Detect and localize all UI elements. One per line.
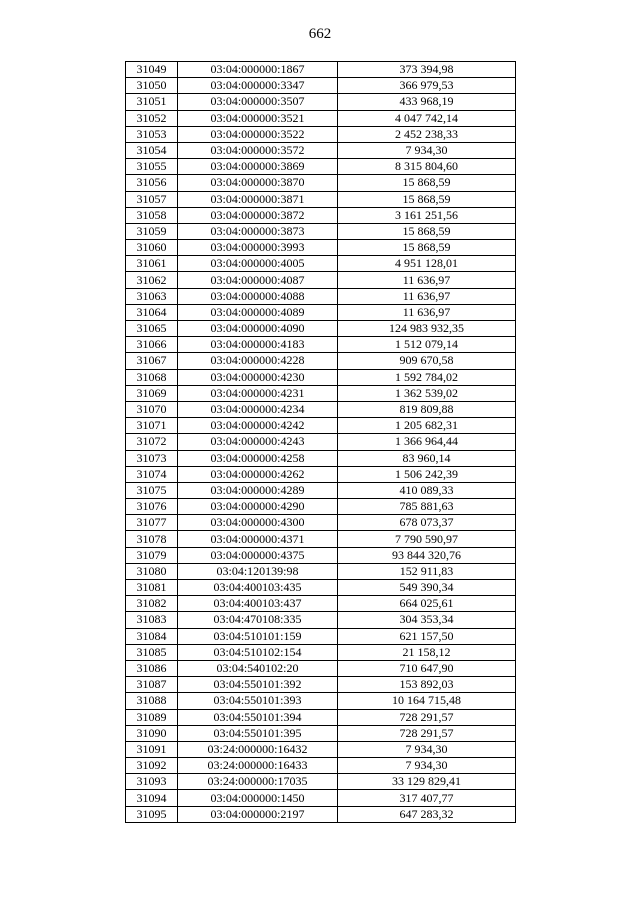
row-number-cell: 31086 xyxy=(126,660,178,676)
cadastral-value-cell: 1 362 539,02 xyxy=(338,385,516,401)
cadastral-number-cell: 03:04:000000:4088 xyxy=(178,288,338,304)
row-number-cell: 31080 xyxy=(126,563,178,579)
cadastral-number-cell: 03:04:000000:3872 xyxy=(178,207,338,223)
cadastral-number-cell: 03:04:000000:3870 xyxy=(178,175,338,191)
cadastral-number-cell: 03:04:470108:335 xyxy=(178,612,338,628)
cadastral-number-cell: 03:04:510101:159 xyxy=(178,628,338,644)
table-row xyxy=(126,240,516,256)
cadastral-value-cell: 11 636,97 xyxy=(338,304,516,320)
row-number-cell: 31091 xyxy=(126,741,178,757)
cadastral-number-cell: 03:04:510102:154 xyxy=(178,644,338,660)
cadastral-value-cell: 1 512 079,14 xyxy=(338,337,516,353)
cadastral-number-cell: 03:24:000000:17035 xyxy=(178,774,338,790)
table-row xyxy=(126,401,516,417)
table-row xyxy=(126,304,516,320)
row-number-cell: 31085 xyxy=(126,644,178,660)
row-number-cell: 31081 xyxy=(126,580,178,596)
cadastral-number-cell: 03:04:000000:4290 xyxy=(178,499,338,515)
cadastral-number-cell: 03:04:000000:4371 xyxy=(178,531,338,547)
row-number-cell: 31079 xyxy=(126,547,178,563)
table-row xyxy=(126,628,516,644)
cadastral-number-cell: 03:04:000000:1450 xyxy=(178,790,338,806)
cadastral-value-cell: 1 366 964,44 xyxy=(338,434,516,450)
cadastral-number-cell: 03:04:000000:4183 xyxy=(178,337,338,353)
cadastral-number-cell: 03:04:550101:395 xyxy=(178,725,338,741)
cadastral-number-cell: 03:04:000000:4230 xyxy=(178,369,338,385)
cadastral-value-cell: 7 934,30 xyxy=(338,741,516,757)
table-row xyxy=(126,142,516,158)
row-number-cell: 31073 xyxy=(126,450,178,466)
cadastral-value-cell: 11 636,97 xyxy=(338,272,516,288)
row-number-cell: 31071 xyxy=(126,418,178,434)
cadastral-value-cell: 1 592 784,02 xyxy=(338,369,516,385)
table-row xyxy=(126,677,516,693)
table-row xyxy=(126,790,516,806)
cadastral-value-cell: 7 790 590,97 xyxy=(338,531,516,547)
table-row xyxy=(126,78,516,94)
cadastral-number-cell: 03:04:540102:20 xyxy=(178,660,338,676)
row-number-cell: 31077 xyxy=(126,515,178,531)
table-row xyxy=(126,207,516,223)
cadastral-value-cell: 15 868,59 xyxy=(338,240,516,256)
table-row xyxy=(126,62,516,78)
cadastral-number-cell: 03:04:000000:3993 xyxy=(178,240,338,256)
table-row xyxy=(126,369,516,385)
table-row xyxy=(126,385,516,401)
row-number-cell: 31054 xyxy=(126,142,178,158)
table-row xyxy=(126,515,516,531)
cadastral-value-cell: 664 025,61 xyxy=(338,596,516,612)
table-row xyxy=(126,110,516,126)
cadastral-value-cell: 819 809,88 xyxy=(338,401,516,417)
cadastral-number-cell: 03:04:000000:3572 xyxy=(178,142,338,158)
row-number-cell: 31078 xyxy=(126,531,178,547)
table-row xyxy=(126,499,516,515)
cadastral-value-cell: 678 073,37 xyxy=(338,515,516,531)
cadastral-value-cell: 373 394,98 xyxy=(338,62,516,78)
cadastral-number-cell: 03:04:120139:98 xyxy=(178,563,338,579)
cadastral-number-cell: 03:04:000000:3871 xyxy=(178,191,338,207)
cadastral-value-cell: 21 158,12 xyxy=(338,644,516,660)
cadastral-value-cell: 433 968,19 xyxy=(338,94,516,110)
cadastral-value-cell: 8 315 804,60 xyxy=(338,159,516,175)
cadastral-value-table xyxy=(125,61,516,823)
row-number-cell: 31061 xyxy=(126,256,178,272)
row-number-cell: 31056 xyxy=(126,175,178,191)
cadastral-number-cell: 03:04:000000:4087 xyxy=(178,272,338,288)
table-row xyxy=(126,580,516,596)
row-number-cell: 31051 xyxy=(126,94,178,110)
cadastral-value-cell: 11 636,97 xyxy=(338,288,516,304)
table-row xyxy=(126,644,516,660)
cadastral-number-cell: 03:04:000000:3521 xyxy=(178,110,338,126)
row-number-cell: 31068 xyxy=(126,369,178,385)
cadastral-value-cell: 83 960,14 xyxy=(338,450,516,466)
cadastral-number-cell: 03:04:000000:4300 xyxy=(178,515,338,531)
table-row xyxy=(126,337,516,353)
row-number-cell: 31087 xyxy=(126,677,178,693)
table-row xyxy=(126,272,516,288)
cadastral-value-cell: 909 670,58 xyxy=(338,353,516,369)
cadastral-number-cell: 03:04:000000:4005 xyxy=(178,256,338,272)
row-number-cell: 31062 xyxy=(126,272,178,288)
table-row xyxy=(126,434,516,450)
cadastral-value-cell: 728 291,57 xyxy=(338,709,516,725)
row-number-cell: 31067 xyxy=(126,353,178,369)
cadastral-number-cell: 03:04:000000:2197 xyxy=(178,806,338,822)
cadastral-value-cell: 7 934,30 xyxy=(338,142,516,158)
cadastral-number-cell: 03:24:000000:16432 xyxy=(178,741,338,757)
row-number-cell: 31075 xyxy=(126,482,178,498)
table-row xyxy=(126,223,516,239)
table-row xyxy=(126,547,516,563)
cadastral-value-cell: 10 164 715,48 xyxy=(338,693,516,709)
row-number-cell: 31064 xyxy=(126,304,178,320)
table-row xyxy=(126,466,516,482)
cadastral-value-cell: 621 157,50 xyxy=(338,628,516,644)
cadastral-number-cell: 03:04:550101:392 xyxy=(178,677,338,693)
row-number-cell: 31092 xyxy=(126,758,178,774)
table-row xyxy=(126,418,516,434)
cadastral-value-cell: 410 089,33 xyxy=(338,482,516,498)
cadastral-value-cell: 4 047 742,14 xyxy=(338,110,516,126)
table-row xyxy=(126,774,516,790)
cadastral-value-cell: 15 868,59 xyxy=(338,223,516,239)
row-number-cell: 31083 xyxy=(126,612,178,628)
cadastral-value-cell: 152 911,83 xyxy=(338,563,516,579)
cadastral-value-cell: 3 161 251,56 xyxy=(338,207,516,223)
cadastral-value-cell: 33 129 829,41 xyxy=(338,774,516,790)
row-number-cell: 31059 xyxy=(126,223,178,239)
cadastral-number-cell: 03:04:550101:394 xyxy=(178,709,338,725)
table-row xyxy=(126,126,516,142)
row-number-cell: 31094 xyxy=(126,790,178,806)
cadastral-number-cell: 03:04:000000:4258 xyxy=(178,450,338,466)
table-row xyxy=(126,531,516,547)
table-row xyxy=(126,175,516,191)
table-row xyxy=(126,612,516,628)
row-number-cell: 31060 xyxy=(126,240,178,256)
cadastral-number-cell: 03:04:550101:393 xyxy=(178,693,338,709)
table-row xyxy=(126,94,516,110)
table-row xyxy=(126,159,516,175)
cadastral-value-cell: 304 353,34 xyxy=(338,612,516,628)
table-row xyxy=(126,288,516,304)
row-number-cell: 31066 xyxy=(126,337,178,353)
cadastral-value-cell: 728 291,57 xyxy=(338,725,516,741)
cadastral-number-cell: 03:04:000000:3507 xyxy=(178,94,338,110)
cadastral-number-cell: 03:04:000000:4262 xyxy=(178,466,338,482)
row-number-cell: 31095 xyxy=(126,806,178,822)
row-number-cell: 31052 xyxy=(126,110,178,126)
cadastral-number-cell: 03:04:000000:3347 xyxy=(178,78,338,94)
cadastral-value-cell: 366 979,53 xyxy=(338,78,516,94)
page-number: 662 xyxy=(308,26,332,42)
table-row xyxy=(126,709,516,725)
cadastral-number-cell: 03:04:000000:4242 xyxy=(178,418,338,434)
table-row xyxy=(126,563,516,579)
table-row xyxy=(126,693,516,709)
row-number-cell: 31050 xyxy=(126,78,178,94)
row-number-cell: 31065 xyxy=(126,321,178,337)
cadastral-value-cell: 7 934,30 xyxy=(338,758,516,774)
table-row xyxy=(126,353,516,369)
cadastral-number-cell: 03:04:000000:4089 xyxy=(178,304,338,320)
cadastral-value-cell: 1 506 242,39 xyxy=(338,466,516,482)
table-row xyxy=(126,596,516,612)
table-row xyxy=(126,660,516,676)
cadastral-value-cell: 2 452 238,33 xyxy=(338,126,516,142)
row-number-cell: 31063 xyxy=(126,288,178,304)
cadastral-value-cell: 124 983 932,35 xyxy=(338,321,516,337)
row-number-cell: 31076 xyxy=(126,499,178,515)
row-number-cell: 31058 xyxy=(126,207,178,223)
row-number-cell: 31090 xyxy=(126,725,178,741)
row-number-cell: 31049 xyxy=(126,62,178,78)
cadastral-number-cell: 03:04:000000:3873 xyxy=(178,223,338,239)
table-row xyxy=(126,256,516,272)
table-row xyxy=(126,806,516,822)
table-row xyxy=(126,758,516,774)
row-number-cell: 31093 xyxy=(126,774,178,790)
cadastral-number-cell: 03:04:000000:4228 xyxy=(178,353,338,369)
table-row xyxy=(126,741,516,757)
cadastral-number-cell: 03:04:000000:1867 xyxy=(178,62,338,78)
cadastral-value-cell: 710 647,90 xyxy=(338,660,516,676)
table-body xyxy=(126,62,516,823)
cadastral-value-cell: 647 283,32 xyxy=(338,806,516,822)
cadastral-number-cell: 03:04:000000:4375 xyxy=(178,547,338,563)
row-number-cell: 31053 xyxy=(126,126,178,142)
table-row xyxy=(126,450,516,466)
table-row xyxy=(126,191,516,207)
row-number-cell: 31057 xyxy=(126,191,178,207)
cadastral-number-cell: 03:04:400103:435 xyxy=(178,580,338,596)
row-number-cell: 31082 xyxy=(126,596,178,612)
cadastral-value-cell: 549 390,34 xyxy=(338,580,516,596)
cadastral-value-cell: 4 951 128,01 xyxy=(338,256,516,272)
row-number-cell: 31072 xyxy=(126,434,178,450)
row-number-cell: 31089 xyxy=(126,709,178,725)
cadastral-number-cell: 03:24:000000:16433 xyxy=(178,758,338,774)
row-number-cell: 31069 xyxy=(126,385,178,401)
cadastral-value-cell: 785 881,63 xyxy=(338,499,516,515)
cadastral-number-cell: 03:04:000000:4090 xyxy=(178,321,338,337)
cadastral-number-cell: 03:04:000000:4231 xyxy=(178,385,338,401)
cadastral-value-cell: 153 892,03 xyxy=(338,677,516,693)
table-row xyxy=(126,725,516,741)
cadastral-number-cell: 03:04:400103:437 xyxy=(178,596,338,612)
row-number-cell: 31055 xyxy=(126,159,178,175)
table-row xyxy=(126,321,516,337)
cadastral-value-cell: 317 407,77 xyxy=(338,790,516,806)
table-row xyxy=(126,482,516,498)
row-number-cell: 31088 xyxy=(126,693,178,709)
cadastral-value-cell: 93 844 320,76 xyxy=(338,547,516,563)
cadastral-value-cell: 15 868,59 xyxy=(338,175,516,191)
row-number-cell: 31084 xyxy=(126,628,178,644)
cadastral-number-cell: 03:04:000000:4243 xyxy=(178,434,338,450)
cadastral-number-cell: 03:04:000000:4289 xyxy=(178,482,338,498)
row-number-cell: 31070 xyxy=(126,401,178,417)
cadastral-value-cell: 1 205 682,31 xyxy=(338,418,516,434)
cadastral-number-cell: 03:04:000000:3869 xyxy=(178,159,338,175)
cadastral-value-cell: 15 868,59 xyxy=(338,191,516,207)
cadastral-number-cell: 03:04:000000:3522 xyxy=(178,126,338,142)
row-number-cell: 31074 xyxy=(126,466,178,482)
cadastral-number-cell: 03:04:000000:4234 xyxy=(178,401,338,417)
